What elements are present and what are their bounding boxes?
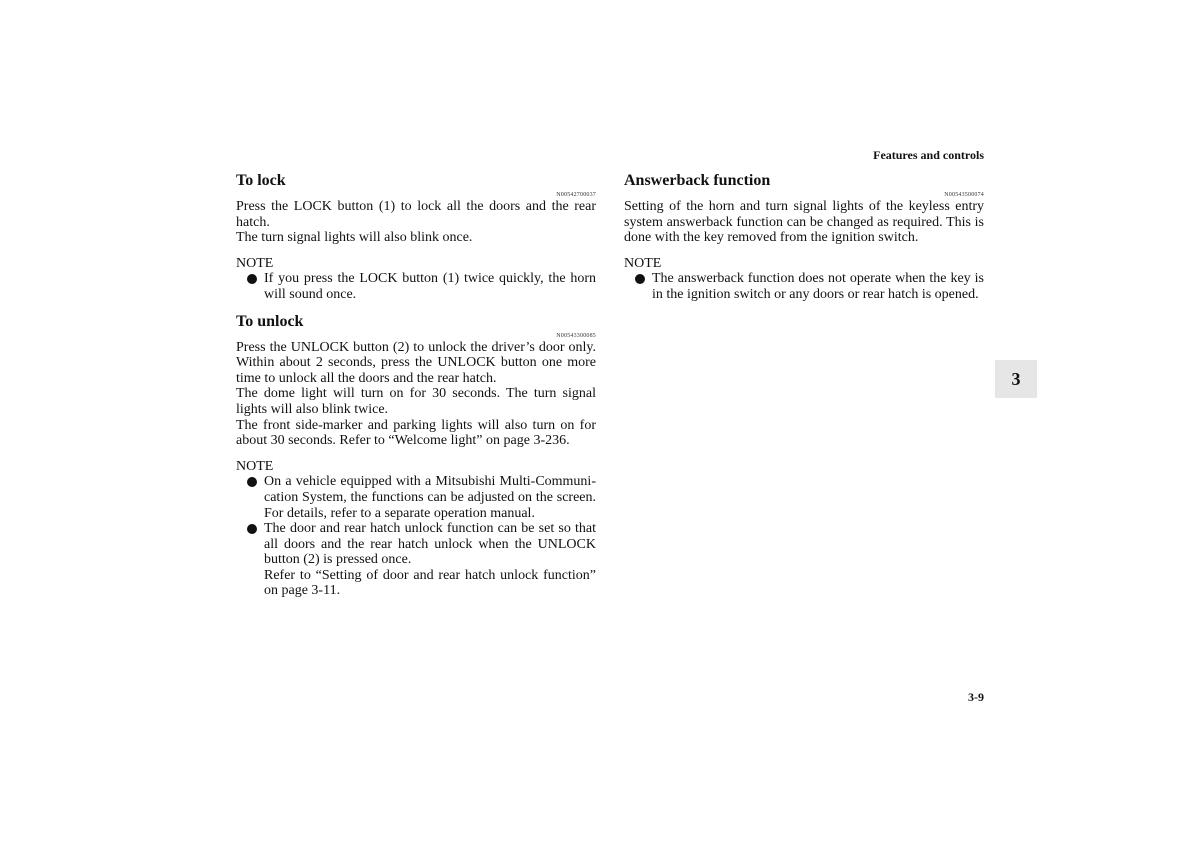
note-list [236,271,596,302]
bullet-icon [247,274,257,284]
running-header: Features and controls [873,148,984,162]
section-title-to-lock: To lock [236,172,286,189]
section-code: N00542700037 [556,192,596,198]
paragraph: Press the LOCK button (1) to lock all the doors and the rear hatch. [236,199,596,230]
paragraph: The dome light will turn on for 30 seconds. The turn signal lights will also blink twice. [236,386,596,417]
section-to-lock [236,170,596,303]
note-item [236,271,596,302]
note-reference: Refer to “Setting of door and rear hatch unlock function” on page 3-11. [264,567,596,599]
note-label: NOTE [236,255,274,271]
paragraph: Setting of the horn and turn signal lights of the keyless entry system answerback function can be changed as required. This is done with the key removed from the ignition switch. [624,199,984,246]
section-code: N00543500074 [944,192,984,198]
right-column [624,170,984,311]
left-column [236,170,596,607]
bullet-icon [247,477,257,487]
paragraph: The front side-marker and parking lights will also turn on for about 30 seconds. Refer to “Welcome light” on page 3-236. [236,417,596,449]
note-item [624,271,984,302]
section-title-to-unlock: To unlock [236,312,304,330]
chapter-tab: 3 [995,360,1037,398]
section-title-answerback: Answerback function [624,172,771,189]
page-number: 3-9 [968,690,984,704]
note-text: The answerback function does not operate when the key is in the ignition switch or any doors or rear hatch is opened. [652,271,984,302]
note-text: The door and rear hatch unlock function can be set so that all doors and the rear hatch unlock when the UNLOCK button (2) is pressed once. [264,521,596,568]
note-text: On a vehicle equipped with a Mitsubishi Multi-Communi-cation System, the functions can be adjusted on the screen. For details, refer to a separate operation manual. [264,474,596,521]
paragraph: The turn signal lights will also blink once. [236,230,473,246]
section-to-unlock [236,311,596,600]
note-item [236,521,596,599]
bullet-icon [247,524,257,534]
note-label: NOTE [624,255,662,271]
section-code: N00543300085 [556,332,596,339]
note-label: NOTE [236,458,274,474]
note-item [236,474,596,521]
paragraph: Press the UNLOCK button (2) to unlock the driver’s door only. Within about 2 seconds, press the UNLOCK button one more time to unlock all the doors and the rear hatch. [236,339,596,386]
note-list [624,271,984,302]
note-list [236,474,596,599]
section-answerback-function [624,170,984,303]
bullet-icon [635,274,645,284]
note-text: If you press the LOCK button (1) twice quickly, the horn will sound once. [264,271,596,302]
